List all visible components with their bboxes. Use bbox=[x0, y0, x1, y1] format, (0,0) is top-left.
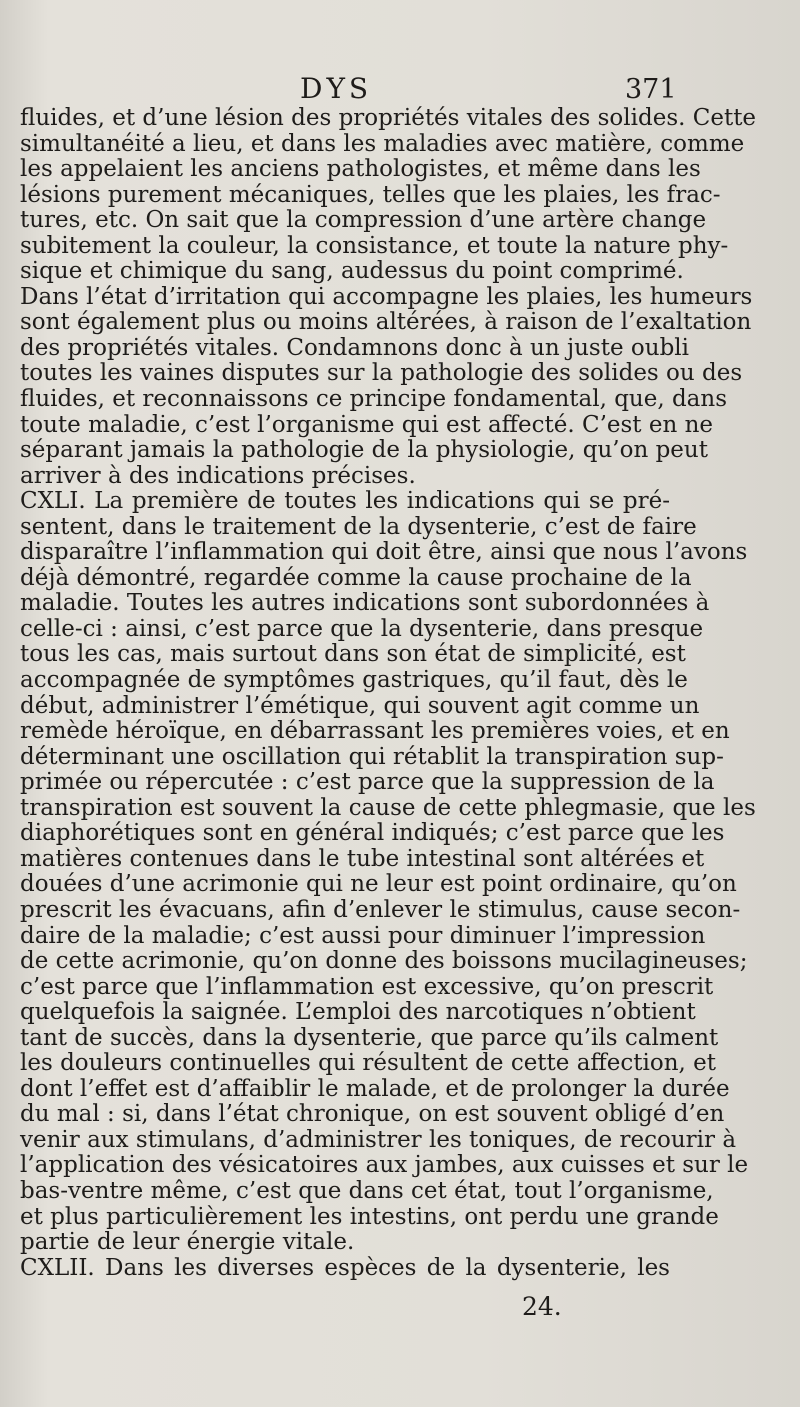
section-start-line: CXLI. La première de toutes les indications qui se pré- bbox=[20, 488, 670, 515]
text-line: déjà démontré, regardée comme la cause prochaine de la bbox=[20, 564, 692, 591]
text-line: lésions purement mécaniques, telles que les plaies, les frac- bbox=[20, 181, 721, 208]
text-line: l’application des vésicatoires aux jambes, aux cuisses et sur le bbox=[20, 1152, 749, 1179]
text-line: prescrit les évacuans, afin d’enlever le stimulus, cause secon- bbox=[20, 896, 741, 923]
text-line: sique et chimique du sang, audessus du point comprimé. bbox=[20, 258, 684, 285]
text-line: celle-ci : ainsi, c’est parce que la dysenterie, dans presque bbox=[20, 615, 704, 642]
text-line: des propriétés vitales. Condamnons donc à un juste oubli bbox=[20, 334, 689, 361]
text-line: douées d’une acrimonie qui ne leur est point ordinaire, qu’on bbox=[20, 871, 737, 898]
text-line: transpiration est souvent la cause de cette phlegmasie, que les bbox=[20, 794, 756, 821]
text-line: les appelaient les anciens pathologistes, et même dans les bbox=[20, 156, 701, 183]
text-line: maladie. Toutes les autres indications sont subordonnées à bbox=[20, 590, 710, 617]
text-line: disparaître l’inflammation qui doit être, ainsi que nous l’avons bbox=[20, 539, 748, 566]
running-header bbox=[0, 72, 800, 106]
paragraph-end-line: partie de leur énergie vitale. bbox=[20, 1229, 355, 1256]
text-line: accompagnée de symptômes gastriques, qu’il faut, dès le bbox=[20, 667, 688, 694]
text-line: les douleurs continuelles qui résultent de cette affection, et bbox=[20, 1050, 716, 1077]
text-line: daire de la maladie; c’est aussi pour diminuer l’impression bbox=[20, 922, 706, 949]
text-line: début, administrer l’émétique, qui souvent agit comme un bbox=[20, 692, 700, 719]
text-line: sont également plus ou moins altérées, à raison de l’exaltation bbox=[20, 309, 752, 336]
text-line: subitement la couleur, la consistance, et toute la nature phy- bbox=[20, 232, 729, 259]
text-line: fluides, et reconnaissons ce principe fondamental, que, dans bbox=[20, 386, 728, 413]
text-line: de cette acrimonie, qu’on donne des boissons mucilagineuses; bbox=[20, 948, 748, 975]
text-line: matières contenues dans le tube intestinal sont altérées et bbox=[20, 845, 705, 872]
text-line: et plus particulièrement les intestins, ont perdu une grande bbox=[20, 1203, 719, 1230]
text-line: fluides, et d’une lésion des propriétés vitales des solides. Cette bbox=[20, 105, 757, 131]
page-number: 371 bbox=[625, 74, 677, 105]
text-line: toutes les vaines disputes sur la pathologie des solides ou des bbox=[20, 360, 743, 387]
text-line: simultanéité a lieu, et dans les maladies avec matière, comme bbox=[20, 130, 745, 157]
text-line: venir aux stimulans, d’administrer les toniques, de recourir à bbox=[20, 1126, 737, 1153]
text-line: c’est parce que l’inflammation est excessive, qu’on prescrit bbox=[20, 973, 714, 1000]
text-line: déterminant une oscillation qui rétablit la transpiration sup- bbox=[20, 743, 724, 770]
text-line: primée ou répercutée : c’est parce que la suppression de la bbox=[20, 769, 715, 796]
text-line: diaphorétiques sont en général indiqués; c’est parce que les bbox=[20, 820, 725, 847]
text-line: dont l’effet est d’affaiblir le malade, et de prolonger la durée bbox=[20, 1075, 730, 1102]
text-line: toute maladie, c’est l’organisme qui est affecté. C’est en ne bbox=[20, 411, 714, 438]
text-line: séparant jamais la pathologie de la physiologie, qu’on peut bbox=[20, 437, 708, 464]
text-line: du mal : si, dans l’état chronique, on est souvent obligé d’en bbox=[20, 1101, 725, 1128]
body-text bbox=[20, 105, 757, 1281]
signature-mark: 24. bbox=[522, 1292, 562, 1321]
text-line: sentent, dans le traitement de la dysenterie, c’est de faire bbox=[20, 513, 697, 540]
text-line: bas-ventre même, c’est que dans cet état, tout l’organisme, bbox=[20, 1177, 714, 1204]
text-line: tous les cas, mais surtout dans son état de simplicité, est bbox=[20, 641, 686, 668]
text-line: remède héroïque, en débarrassant les premières voies, et en bbox=[20, 718, 730, 745]
running-title: DYS bbox=[300, 72, 373, 105]
text-line: Dans l’état d’irritation qui accompagne les plaies, les humeurs bbox=[20, 283, 753, 310]
paragraph-end-line: arriver à des indications précises. bbox=[20, 462, 416, 489]
text-line: quelquefois la saignée. L’emploi des narcotiques n’obtient bbox=[20, 999, 696, 1026]
text-line: tures, etc. On sait que la compression d’une artère change bbox=[20, 207, 707, 234]
text-line: tant de succès, dans la dysenterie, que parce qu’ils calment bbox=[20, 1024, 719, 1051]
section-start-line: CXLII. Dans les diverses espèces de la dysenterie, les bbox=[20, 1254, 670, 1281]
